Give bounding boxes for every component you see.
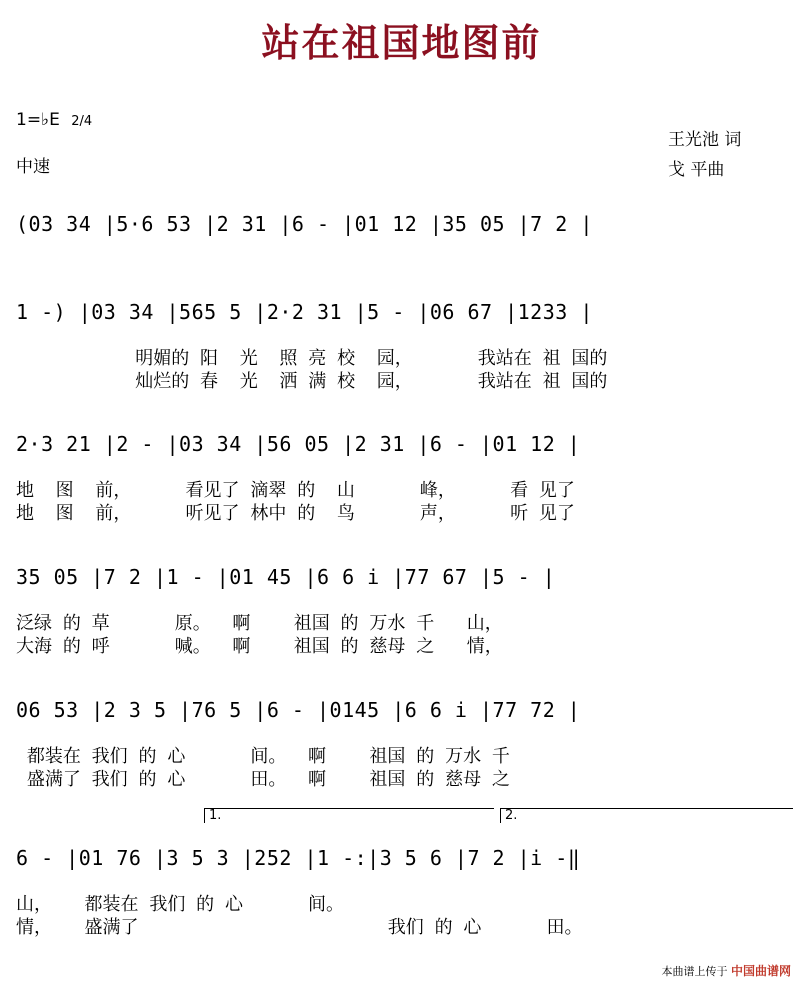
lyric-verse-1: 明媚的 阳 光 照 亮 校 园， 我站在 祖 国的 xyxy=(16,348,608,369)
lyric-verse-2: 地 图 前， 听见了 林中 的 鸟 声， 听 见了 xyxy=(16,503,575,524)
tempo-marking: 中速 xyxy=(16,157,50,177)
notes-line: 6 - |01 76 |3 5 3 |252 |1 -:|3 5 6 |7 2 |i -‖ xyxy=(16,846,581,870)
ending-bracket-1: 1. xyxy=(204,808,494,823)
lyric-verse-2: 盛满了 我们 的 心 田。 啊 祖国 的 慈母 之 xyxy=(16,769,510,790)
source-footer xyxy=(661,962,791,979)
lyric-verse-1: 山， 都装在 我们 的 心 间。 xyxy=(16,894,345,915)
notes-line: 06 53 |2 3 5 |76 5 |6 - |0145 |6 6 i |77 72 | xyxy=(16,698,581,722)
site-brand[interactable]: 中国曲谱网 xyxy=(730,964,791,978)
lyric-verse-1: 泛绿 的 草 原。 啊 祖国 的 万水 千 山， xyxy=(16,613,503,634)
notes-line: 1 -) |03 34 |565 5 |2·2 31 |5 - |06 67 |1233 | xyxy=(16,300,593,324)
page-title: 站在祖国地图前 xyxy=(261,21,542,65)
key-signature xyxy=(16,110,92,130)
key-label: 1=♭E xyxy=(16,110,60,130)
lyric-verse-2: 情， 盛满了 我们 的 心 田。 xyxy=(16,917,583,938)
footer-text: 本曲谱上传于 xyxy=(661,965,728,978)
lyric-verse-2: 灿烂的 春 光 洒 满 校 园， 我站在 祖 国的 xyxy=(16,371,608,392)
time-signature: 2/4 xyxy=(71,114,93,129)
lyricist-credit: 王光池 词 xyxy=(668,130,742,150)
notes-line: 35 05 |7 2 |1 - |01 45 |6 6 i |77 67 |5 - | xyxy=(16,565,556,589)
lyric-verse-2: 大海 的 呼 喊。 啊 祖国 的 慈母 之 情， xyxy=(16,636,503,657)
ending-bracket-2: 2. xyxy=(500,808,793,823)
notes-line: (03 34 |5·6 53 |2 31 |6 - |01 12 |35 05 |7 2 | xyxy=(16,212,593,236)
lyric-verse-1: 都装在 我们 的 心 间。 啊 祖国 的 万水 千 xyxy=(16,746,510,767)
composer-credit: 戈 平曲 xyxy=(668,160,725,180)
lyric-verse-1: 地 图 前， 看见了 滴翠 的 山 峰， 看 见了 xyxy=(16,480,575,501)
notes-line: 2·3 21 |2 - |03 34 |56 05 |2 31 |6 - |01 12 | xyxy=(16,432,581,456)
